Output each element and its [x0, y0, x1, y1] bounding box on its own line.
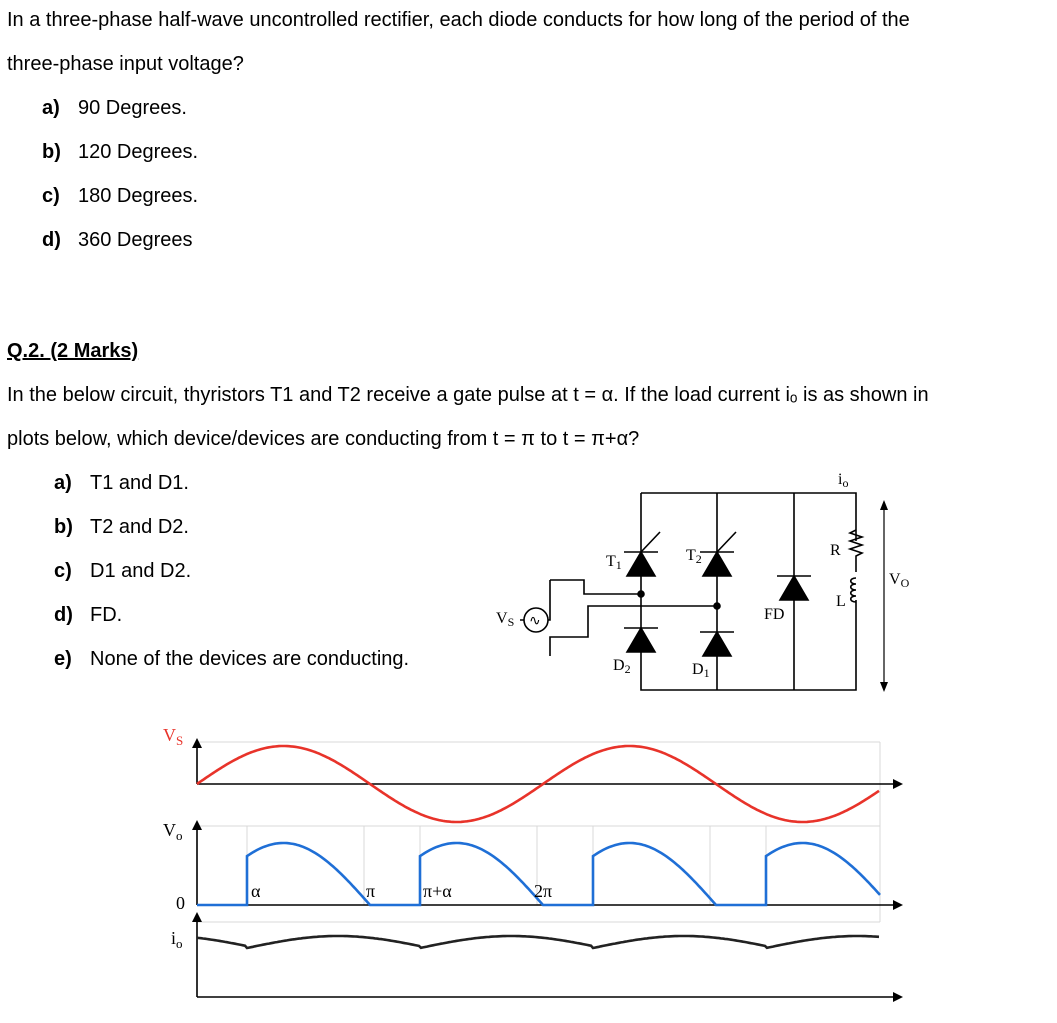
vo-x-arrow: [893, 900, 903, 910]
option-label: a): [42, 97, 60, 119]
option-label: d): [42, 229, 61, 251]
t1-label: T1: [606, 553, 622, 572]
vo-y-arrow: [192, 820, 202, 830]
tick-pi-alpha: π+α: [423, 881, 452, 901]
option-text: FD.: [90, 604, 123, 626]
zero-label: 0: [176, 893, 185, 913]
io-y-arrow: [192, 912, 202, 922]
t2-label: T2: [686, 547, 702, 566]
option-label: d): [54, 604, 73, 626]
option-text: 360 Degrees: [78, 229, 193, 251]
option-label: c): [54, 560, 72, 582]
vs-axis-label: $V_S$: [163, 725, 184, 748]
tick-2pi: 2π: [534, 881, 553, 901]
option-text: None of the devices are conducting.: [90, 648, 410, 670]
q1-question-line1: In a three-phase half-wave uncontrolled rectifier, each diode conducts for how long of the period of the: [7, 9, 910, 31]
option-label: a): [54, 472, 72, 494]
l-label: L: [836, 593, 846, 610]
d2-label: D2: [613, 657, 631, 676]
option-text: 90 Degrees.: [78, 97, 187, 119]
d1-label: D1: [692, 661, 710, 680]
option-label: c): [42, 185, 60, 207]
option-text: 180 Degrees.: [78, 185, 199, 207]
option-label: b): [42, 141, 61, 163]
q1-question-line2: three-phase input voltage?: [7, 53, 244, 75]
io-x-arrow: [893, 992, 903, 1002]
q2-question-line2: plots below, which device/devices are conducting from t = π to t = π+α?: [7, 428, 640, 450]
option-text: T2 and D2.: [90, 516, 189, 538]
r-label: R: [830, 542, 841, 559]
io-axis-label: $i_o$: [171, 928, 183, 951]
option-text: 120 Degrees.: [78, 141, 199, 163]
tick-alpha: α: [251, 881, 261, 901]
vs-x-arrow: [893, 779, 903, 789]
vs-y-arrow: [192, 738, 202, 748]
q2-heading: Q.2. (2 Marks): [7, 340, 139, 362]
vo-axis-label: $V_o$: [163, 820, 183, 843]
option-text: D1 and D2.: [90, 560, 192, 582]
option-label: e): [54, 648, 72, 670]
io-waveform: [197, 936, 879, 948]
io-label: io: [838, 471, 849, 490]
vo-label: VO: [889, 571, 910, 590]
fd-label: FD: [764, 606, 785, 623]
source-label: VS: [496, 610, 515, 629]
tick-pi: π: [366, 881, 376, 901]
option-label: b): [54, 516, 73, 538]
source-symbol: ∿: [529, 614, 541, 629]
option-text: T1 and D1.: [90, 472, 189, 494]
q2-question-line1: In the below circuit, thyristors T1 and T2 receive a gate pulse at t = α. If the load current iₒ is as shown in: [7, 384, 929, 406]
